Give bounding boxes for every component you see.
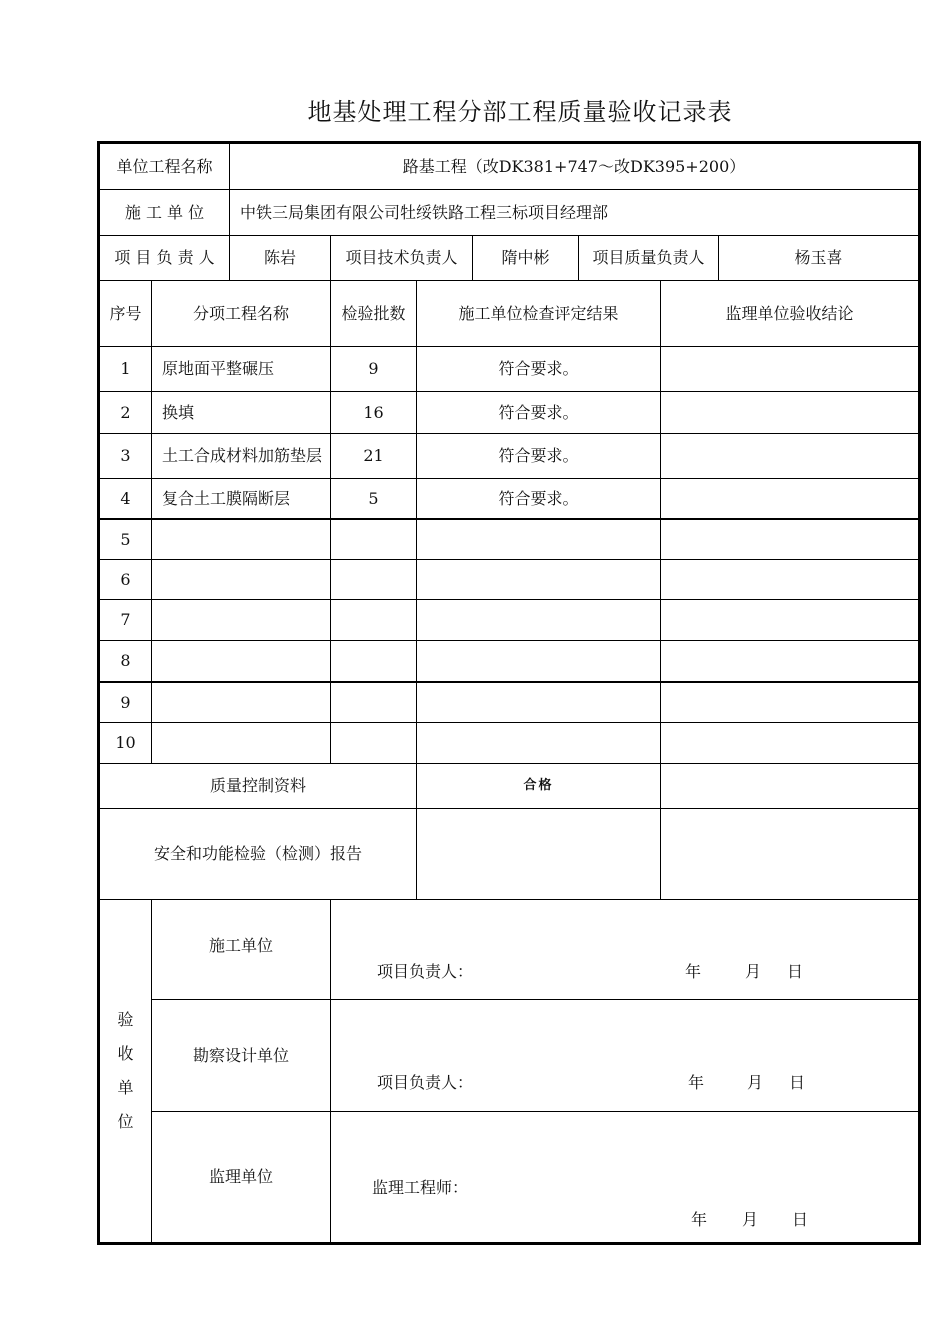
tech-manager-label: 项目技术负责人 [345, 248, 458, 268]
header-conclusion: 监理单位验收结论 [725, 303, 854, 323]
row-conclusion [661, 347, 918, 391]
supervision-month: 月 [742, 1210, 759, 1229]
design-unit-label: 勘察设计单位 [192, 1045, 289, 1065]
row-no: 4 [120, 488, 131, 508]
row-name: 土工合成材料加筋垫层 [162, 446, 323, 466]
row-check: 符合要求。 [498, 488, 579, 508]
header-name: 分项工程名称 [192, 303, 289, 323]
constructor-label: 施 工 单 位 [124, 202, 205, 222]
row-name: 复合土工膜隔断层 [162, 488, 291, 508]
row-no: 1 [120, 359, 131, 379]
construction-day: 日 [787, 962, 804, 981]
acceptance-label-char: 单 [117, 1078, 134, 1097]
row-no: 7 [120, 610, 131, 630]
row-batches: 9 [368, 359, 379, 379]
acceptance-label-char: 位 [117, 1112, 134, 1131]
quality-manager-label: 项目质量负责人 [592, 248, 705, 268]
row-batches: 21 [363, 446, 384, 466]
supervision-day: 日 [792, 1210, 809, 1229]
construction-unit-label: 施工单位 [208, 935, 273, 955]
supervision-signer-label: 监理工程师： [372, 1178, 469, 1197]
row-name: 换填 [162, 402, 195, 422]
row-batches: 5 [368, 488, 379, 508]
row-no: 9 [120, 692, 131, 712]
unit-project-value: 路基工程（改DK381+747～改DK395+200） [402, 156, 746, 176]
safety-report-label: 安全和功能检验（检测）报告 [153, 844, 362, 864]
design-year: 年 [688, 1073, 705, 1092]
project-manager-label: 项 目 负 责 人 [114, 248, 215, 268]
header-check: 施工单位检查评定结果 [458, 303, 619, 323]
row-no: 3 [120, 446, 131, 466]
supervision-year: 年 [691, 1210, 708, 1229]
row-no: 10 [115, 733, 136, 753]
design-day: 日 [789, 1073, 806, 1092]
row-no: 5 [120, 529, 131, 549]
row-conclusion [661, 434, 918, 478]
acceptance-units-label [100, 900, 151, 1242]
quality-docs-label: 质量控制资料 [209, 776, 306, 796]
acceptance-record-table [97, 141, 921, 1245]
constructor-value: 中铁三局集团有限公司牡绥铁路工程三标项目经理部 [240, 202, 609, 222]
construction-year: 年 [685, 962, 702, 981]
row-conclusion [661, 392, 918, 433]
acceptance-label-char: 验 [117, 1010, 134, 1029]
construction-signer-label: 项目负责人： [377, 962, 474, 981]
row-check: 符合要求。 [498, 359, 579, 379]
header-no: 序号 [109, 303, 142, 323]
quality-manager-name: 杨玉喜 [794, 248, 843, 268]
row-check: 符合要求。 [498, 402, 579, 422]
construction-month: 月 [745, 962, 762, 981]
design-signer-label: 项目负责人： [377, 1073, 474, 1092]
acceptance-label-char: 收 [117, 1044, 134, 1063]
row-conclusion [661, 479, 918, 518]
row-no: 2 [120, 402, 131, 422]
row-name: 原地面平整碾压 [162, 359, 275, 379]
header-batches: 检验批数 [341, 303, 406, 323]
row-no: 8 [120, 651, 131, 671]
tech-manager-name: 隋中彬 [501, 248, 550, 268]
unit-project-label: 单位工程名称 [116, 156, 213, 176]
row-batches: 16 [363, 402, 384, 422]
supervision-unit-label: 监理单位 [208, 1167, 273, 1187]
row-no: 6 [120, 569, 131, 589]
page-title: 地基处理工程分部工程质量验收记录表 [307, 98, 733, 126]
quality-docs-result: 合格 [523, 778, 554, 794]
project-manager-name: 陈岩 [263, 248, 296, 268]
design-month: 月 [747, 1073, 764, 1092]
row-check: 符合要求。 [498, 446, 579, 466]
